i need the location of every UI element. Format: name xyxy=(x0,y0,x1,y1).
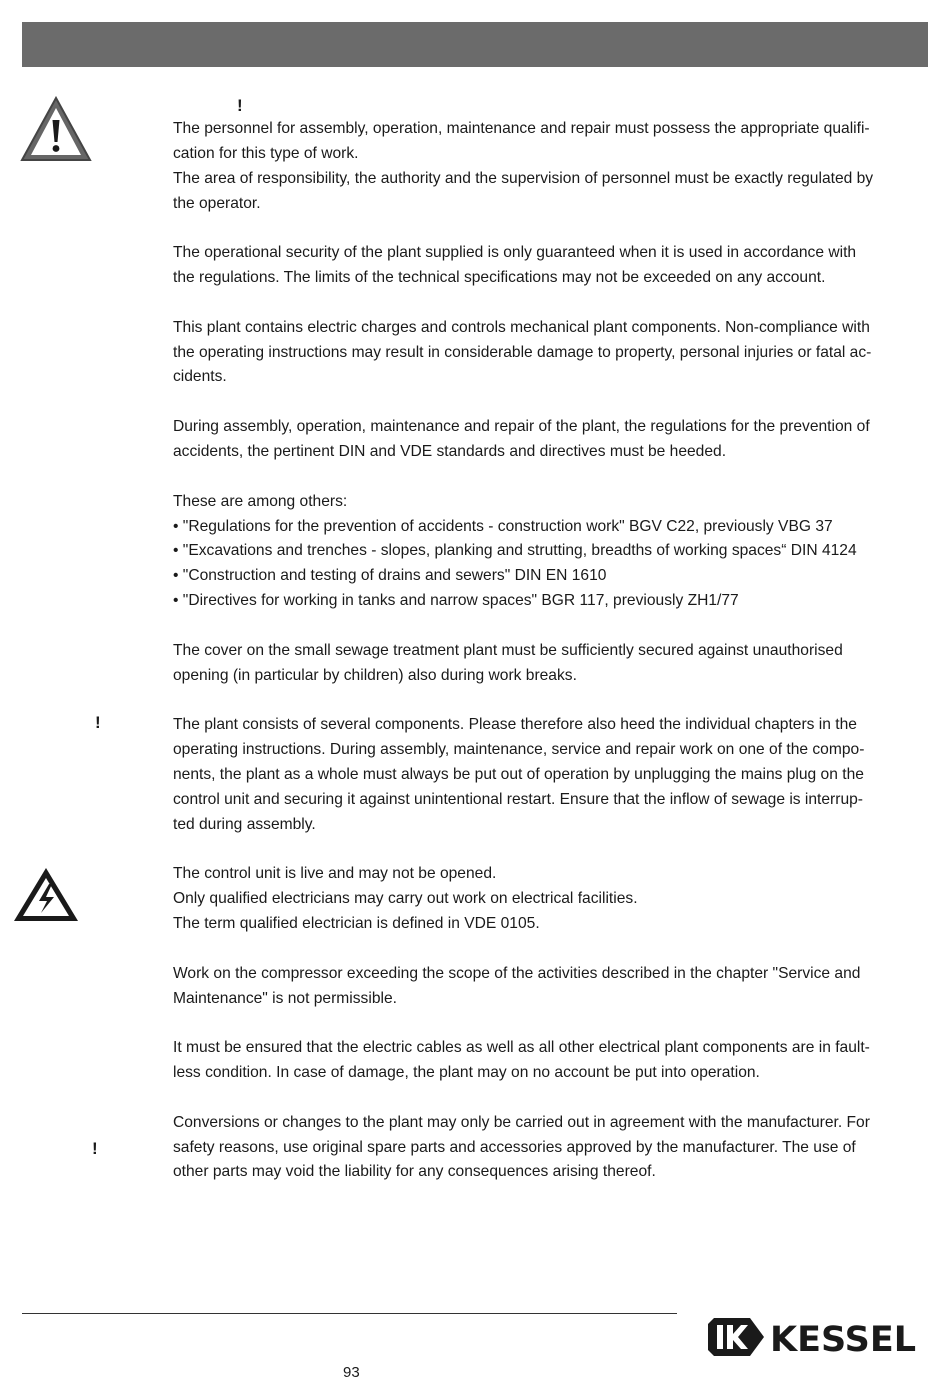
paragraph-components: The plant consists of several components. Please therefore also heed the individual chapters in the operating instructions. During assembly, maintenance, service and repair work on one of the compo- nents, the plant as a whole must always be put out of operation by unplugging the mains plug on the control unit and securing it against unintentional restart. Ensure that the inflow of sewage is interrup- ted during assembly. xyxy=(173,716,865,833)
svg-text:KESSEL: KESSEL xyxy=(770,1320,917,1358)
footer-rule xyxy=(22,1313,677,1314)
exclamation-mark: ! xyxy=(237,96,243,115)
paragraph-compressor: Work on the compressor exceeding the scope of the activities described in the chapter "Service and Maintenance" is not permissible. xyxy=(173,964,861,1007)
paragraph-conversions: Conversions or changes to the plant may only be carried out in agreement with the manufacturer. For safety reasons, use original spare parts and accessories approved by the manufacturer. The use of other parts may void the liability for any consequences arising thereof. xyxy=(173,1113,870,1181)
paragraph-electric-charges: This plant contains electric charges and controls mechanical plant components. Non-compliance with the operating instructions may result in considerable damage to property, personal injuries or fatal ac- cidents. xyxy=(173,318,872,386)
paragraph-operational-security: The operational security of the plant supplied is only guaranteed when it is used in accordance with the regulations. The limits of the technical specifications may not be exceeded on any account. xyxy=(173,244,857,287)
safety-text xyxy=(173,117,933,1185)
paragraph-personnel: The personnel for assembly, operation, maintenance and repair must possess the appropriate qualifi- cation for this type of work. The area of responsibility, the authority and the supervision of personnel must be exactly regulated by the operator. xyxy=(173,120,874,212)
high-voltage-icon xyxy=(12,866,80,929)
page-number: 93 xyxy=(343,1364,360,1381)
warning-triangle-icon xyxy=(20,96,92,168)
kessel-logo xyxy=(706,1316,934,1363)
paragraph-standards-list: These are among others: • "Regulations for the prevention of accidents - construction work" BGV C22, previously VBG 37 • "Excavations and trenches - slopes, planking and strutting, breadths of working spaces“ DIN 4124 • "Construction and testing of drains and sewers" DIN EN 1610 • "Directives for working in tanks and narrow spaces" BGR 117, previously ZH1/77 xyxy=(173,492,857,610)
paragraph-cover: The cover on the small sewage treatment plant must be sufficiently secured against unauthorised opening (in particular by children) also during work breaks. xyxy=(173,641,843,684)
exclamation-mark: ! xyxy=(95,713,101,732)
header-bar xyxy=(22,22,928,67)
paragraph-regulations: During assembly, operation, maintenance and repair of the plant, the regulations for the prevention of accidents, the pertinent DIN and VDE standards and directives must be heeded. xyxy=(173,418,870,460)
paragraph-control-unit: The control unit is live and may not be opened. Only qualified electricians may carry out work on electrical facilities. The term qualified electrician is defined in VDE 0105. xyxy=(173,865,638,932)
exclamation-mark: ! xyxy=(92,1139,98,1158)
paragraph-cables: It must be ensured that the electric cables as well as all other electrical plant components are in fault- less condition. In case of damage, the plant may on no account be put into operation. xyxy=(173,1039,870,1082)
